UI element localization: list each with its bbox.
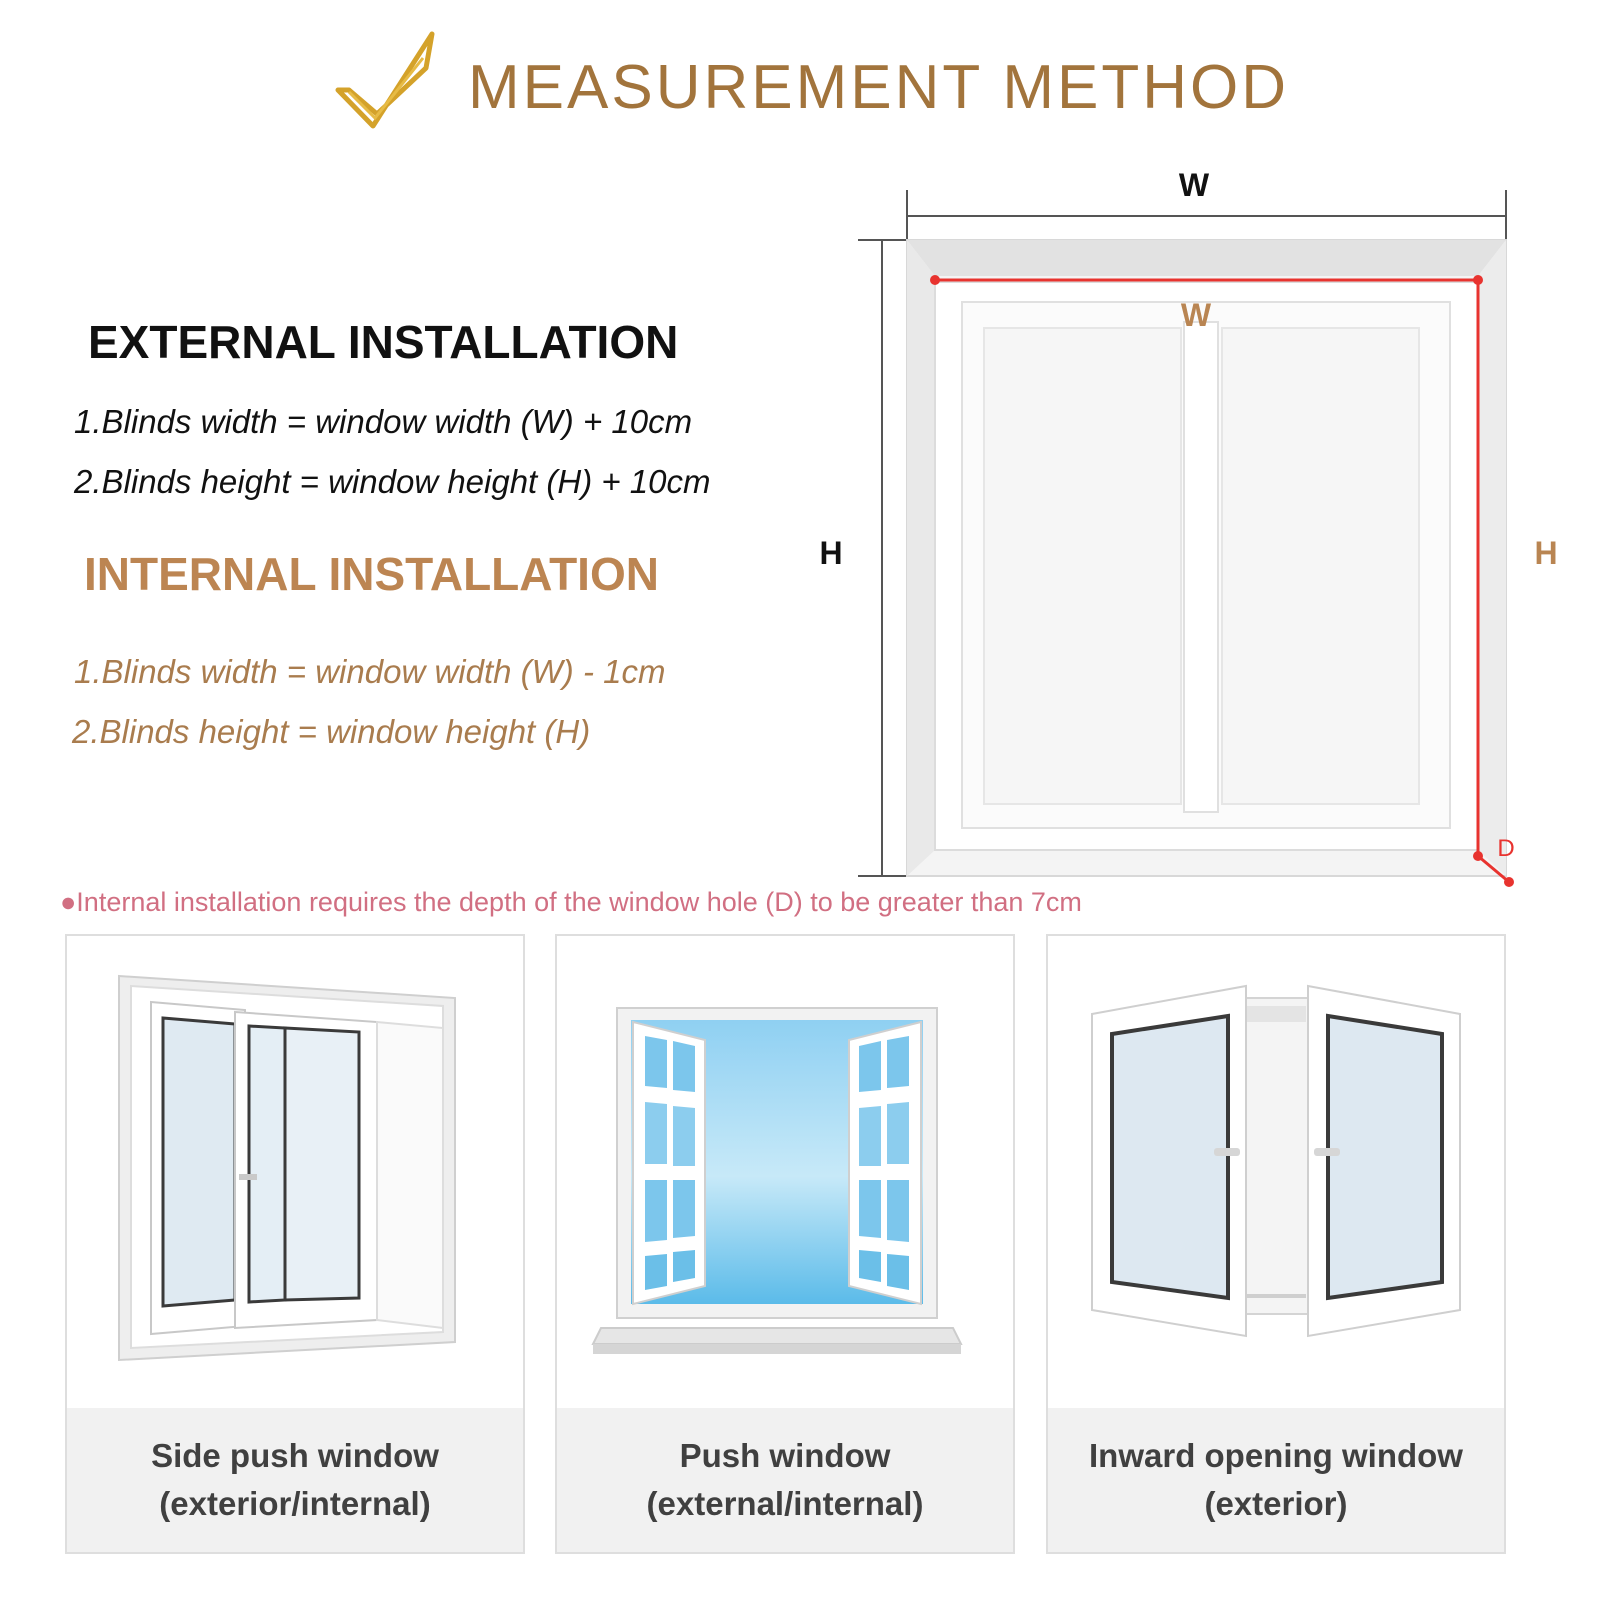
push-window-illustration xyxy=(557,936,1013,1406)
window-type-card-side-push xyxy=(65,934,525,1554)
depth-requirement-note: ●Internal installation requires the depth of the window hole (D) to be greater than 7cm xyxy=(60,887,1082,917)
page-title: MEASUREMENT METHOD xyxy=(468,53,1290,122)
side-push-window-subtitle: (exterior/internal) xyxy=(159,1485,431,1522)
checkmark-icon xyxy=(335,28,445,143)
depth-label: D xyxy=(1497,835,1515,862)
internal-height-rule: 2.Blinds height = window height (H) xyxy=(72,713,591,750)
side-push-window-caption xyxy=(67,1408,523,1552)
internal-installation-heading: INTERNAL INSTALLATION xyxy=(84,548,659,600)
side-push-window-title: Side push window xyxy=(151,1437,439,1474)
push-window-subtitle: (external/internal) xyxy=(646,1485,924,1522)
window-measurement-diagram xyxy=(800,160,1560,905)
push-window-title: Push window xyxy=(679,1437,891,1474)
push-window-caption xyxy=(557,1408,1013,1552)
window-type-card-push xyxy=(555,934,1015,1554)
external-installation-heading: EXTERNAL INSTALLATION xyxy=(88,316,679,368)
inner-width-label: W xyxy=(1180,297,1212,333)
external-width-rule: 1.Blinds width = window width (W) + 10cm xyxy=(74,403,693,440)
inward-opening-window-illustration xyxy=(1048,936,1504,1406)
outer-height-label: H xyxy=(819,535,843,571)
internal-width-rule: 1.Blinds width = window width (W) - 1cm xyxy=(74,653,666,690)
side-push-window-illustration xyxy=(67,936,523,1406)
window-type-card-inward-opening xyxy=(1046,934,1506,1554)
inner-height-label: H xyxy=(1534,535,1558,571)
inward-opening-window-subtitle: (exterior) xyxy=(1204,1485,1348,1522)
external-height-rule: 2.Blinds height = window height (H) + 10cm xyxy=(74,463,711,500)
inward-opening-window-caption xyxy=(1048,1408,1504,1552)
outer-width-label: W xyxy=(1178,167,1210,203)
inward-opening-window-title: Inward opening window xyxy=(1089,1437,1463,1474)
